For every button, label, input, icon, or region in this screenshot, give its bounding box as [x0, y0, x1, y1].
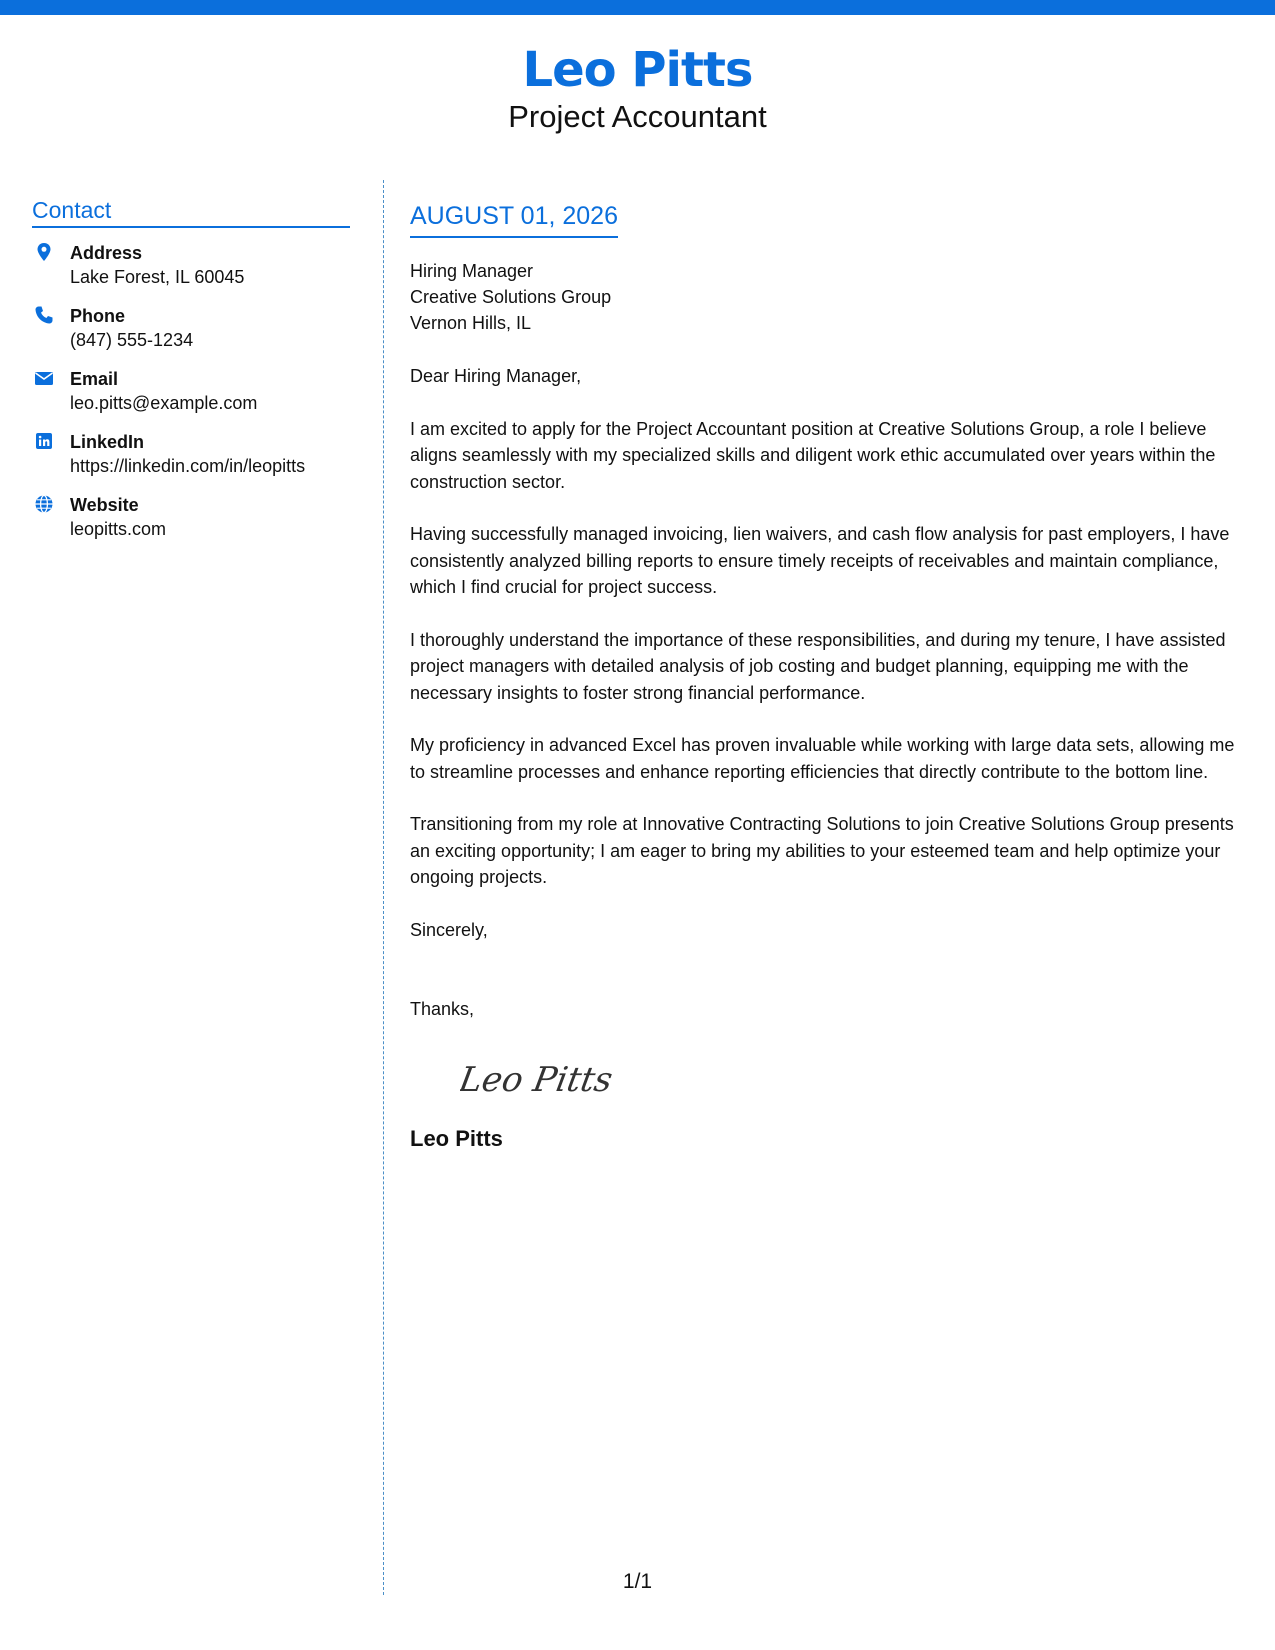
contact-label: Phone	[70, 306, 126, 326]
page-number: 1/1	[622, 1570, 653, 1593]
contact-item-phone	[32, 304, 352, 367]
paragraph: Having successfully managed invoicing, lien waivers, and cash flow analysis for past employers, I have consistently analyzed billing reports to ensure timely receipts of receivables and maintain compliance, which I find crucial for project success.	[410, 524, 1230, 597]
contact-item-address	[32, 241, 352, 304]
applicant-name: Leo Pitts	[522, 42, 753, 98]
linkedin-value[interactable]: https://linkedin.com/in/leopitts	[70, 456, 306, 476]
contact-label: LinkedIn	[70, 432, 145, 452]
contact-sidebar	[32, 196, 352, 556]
contact-label: Website	[70, 495, 139, 515]
website-value[interactable]: leopitts.com	[70, 519, 167, 539]
svg-text:Leo Pitts: Leo Pitts	[460, 1059, 616, 1100]
letter-date: AUGUST 01, 2026	[410, 200, 618, 238]
globe-icon	[34, 494, 54, 514]
paragraph: I am excited to apply for the Project Accountant position at Creative Solutions Group, a role I believe aligns seamlessly with my specialized skills and diligent work ethic accumulated over years within the construction sector.	[410, 418, 1216, 492]
contact-heading: Contact	[32, 196, 350, 228]
column-divider	[383, 180, 384, 1595]
phone-icon	[34, 305, 54, 325]
contact-label: Email	[70, 369, 119, 389]
thanks-line: Thanks,	[410, 999, 475, 1019]
address-value: Lake Forest, IL 60045	[70, 267, 245, 287]
map-pin-icon	[34, 242, 54, 262]
header	[0, 40, 1275, 136]
signer-name: Leo Pitts	[410, 1125, 503, 1151]
recipient-line: Vernon Hills, IL	[410, 313, 532, 333]
recipient-block	[410, 258, 1250, 336]
contact-label: Address	[70, 243, 143, 263]
recipient-line: Hiring Manager	[410, 261, 534, 281]
contact-list	[32, 241, 352, 556]
linkedin-icon	[34, 431, 54, 451]
letter-body	[410, 200, 1250, 1153]
contact-item-linkedin	[32, 430, 352, 493]
closing: Sincerely,	[410, 919, 488, 940]
email-value[interactable]: leo.pitts@example.com	[70, 393, 258, 413]
salutation: Dear Hiring Manager,	[410, 366, 582, 386]
top-accent-bar	[0, 0, 1275, 15]
paragraph: Transitioning from my role at Innovative Contracting Solutions to join Creative Solutions Group presents an exciting opportunity; I am eager to bring my abilities to your esteemed team and help optimize your ongoing projects.	[410, 814, 1234, 887]
recipient-line: Creative Solutions Group	[410, 287, 612, 307]
paragraph: My proficiency in advanced Excel has proven invaluable while working with large data sets, allowing me to streamline processes and enhance reporting efficiencies that directly contribute to the bottom line.	[410, 735, 1235, 782]
job-title: Project Accountant	[508, 99, 767, 134]
contact-item-website	[32, 493, 352, 556]
envelope-icon	[34, 368, 54, 388]
contact-item-email	[32, 367, 352, 430]
handwritten-signature	[460, 1055, 630, 1107]
phone-value: (847) 555-1234	[70, 330, 194, 350]
paragraph: I thoroughly understand the importance of these responsibilities, and during my tenure, I have assisted project managers with detailed analysis of job costing and budget planning, equipping me with the necessary insights to foster strong financial performance.	[410, 629, 1226, 703]
